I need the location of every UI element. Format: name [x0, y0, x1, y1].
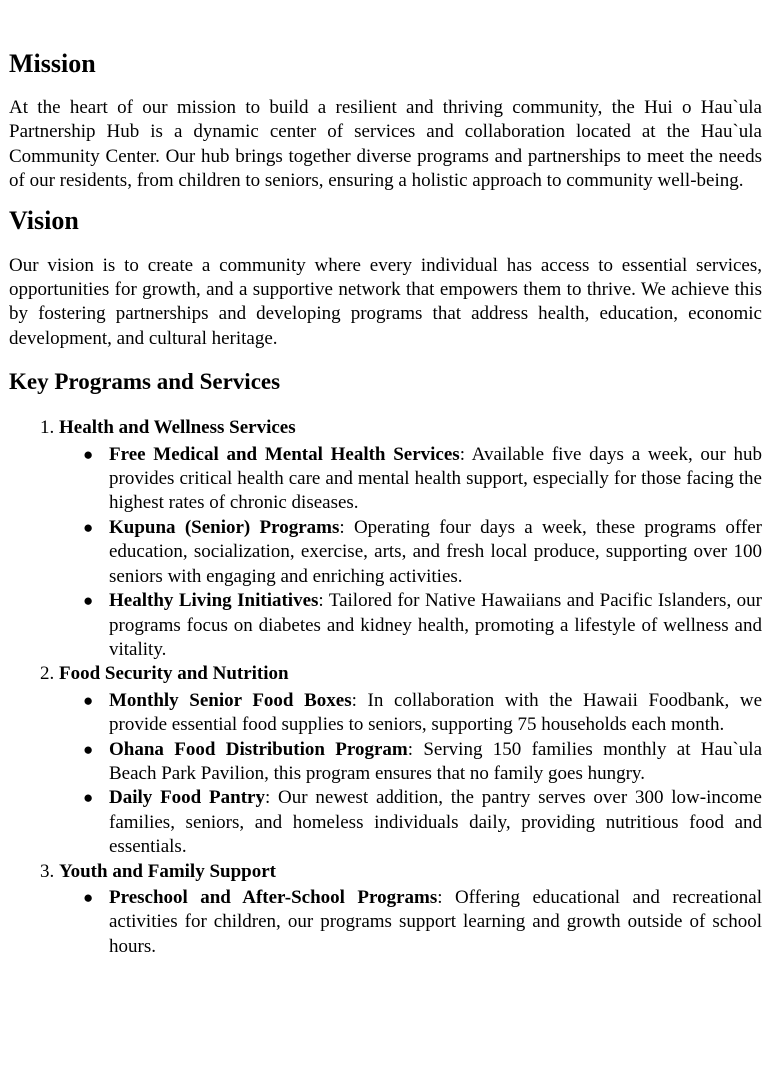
- program-section-title: Health and Wellness Services: [59, 417, 296, 439]
- program-item-title: Kupuna (Senior) Programs: [109, 516, 340, 538]
- program-items-list: [59, 689, 762, 860]
- programs-heading: Key Programs and Services: [9, 369, 281, 395]
- program-item-text: : Serving 150 families monthly at Hau`ula Beach Park Pavilion, this program ensures that no family goes hungry.: [109, 738, 762, 784]
- bullet-icon: ●: [83, 739, 94, 759]
- program-section: [59, 416, 762, 662]
- program-section-title: Food Security and Nutrition: [59, 663, 289, 685]
- bullet-icon: ●: [83, 788, 94, 808]
- mission-paragraph: At the heart of our mission to build a resilient and thriving community, the Hui o Hau`ula Partnership Hub is a dynamic center of services and collaboration located at the Hau`ula Community Center. Our hub brings together diverse programs and partnerships to meet the needs of our residents, from children to seniors, ensuring a holistic approach to community well-being.: [9, 97, 762, 192]
- program-section: [59, 662, 762, 859]
- vision-heading: Vision: [9, 205, 79, 235]
- program-item-title: Ohana Food Distribution Program: [109, 738, 408, 760]
- program-item-title: Monthly Senior Food Boxes: [109, 689, 352, 711]
- program-items-list: [59, 443, 762, 663]
- program-section-title: Youth and Family Support: [59, 860, 276, 882]
- bullet-icon: ●: [83, 444, 94, 464]
- program-item-text: : Available five days a week, our hub provides critical health care and mental health support, especially for those facing the highest rates of chronic diseases.: [109, 443, 762, 514]
- program-items-list: [59, 886, 762, 959]
- program-item: [83, 738, 762, 787]
- program-item: [83, 786, 762, 859]
- program-item: [83, 589, 762, 662]
- program-item-text: : In collaboration with the Hawaii Foodbank, we provide essential food supplies to seniors, supporting 75 households each month.: [109, 689, 763, 736]
- bullet-icon: ●: [83, 690, 94, 710]
- program-item: [83, 689, 763, 738]
- program-item: [83, 443, 762, 516]
- program-section: [59, 860, 762, 960]
- program-item-title: Free Medical and Mental Health Services: [109, 443, 460, 465]
- program-item-text: : Offering educational and recreational activities for children, our programs support learning and growth outside of school hours.: [109, 886, 762, 957]
- program-item-title: Preschool and After-School Programs: [109, 886, 438, 908]
- programs-list: [9, 416, 762, 959]
- bullet-icon: ●: [83, 517, 94, 537]
- program-item: [83, 516, 762, 589]
- program-item: [83, 886, 762, 959]
- bullet-icon: ●: [83, 887, 94, 907]
- mission-heading: Mission: [9, 49, 96, 78]
- program-item-text: : Operating four days a week, these programs offer education, socialization, exercise, arts, and fresh local produce, supporting over 100 seniors with engaging and enriching activities.: [109, 516, 762, 587]
- program-item-title: Daily Food Pantry: [109, 787, 265, 809]
- program-item-text: : Tailored for Native Hawaiians and Pacific Islanders, our programs focus on diabetes and kidney health, promoting a lifestyle of wellness and vitality.: [109, 590, 762, 660]
- program-item-title: Healthy Living Initiatives: [109, 590, 319, 612]
- program-item-text: : Our newest addition, the pantry serves over 300 low-income families, seniors, and homeless individuals daily, providing nutritious food and essentials.: [109, 787, 762, 858]
- vision-paragraph: Our vision is to create a community where every individual has access to essential services, opportunities for growth, and a supportive network that empowers them to thrive. We achieve this by fostering partnerships and developing programs that address health, education, economic development, and cultural heritage.: [9, 254, 762, 349]
- bullet-icon: ●: [83, 591, 94, 611]
